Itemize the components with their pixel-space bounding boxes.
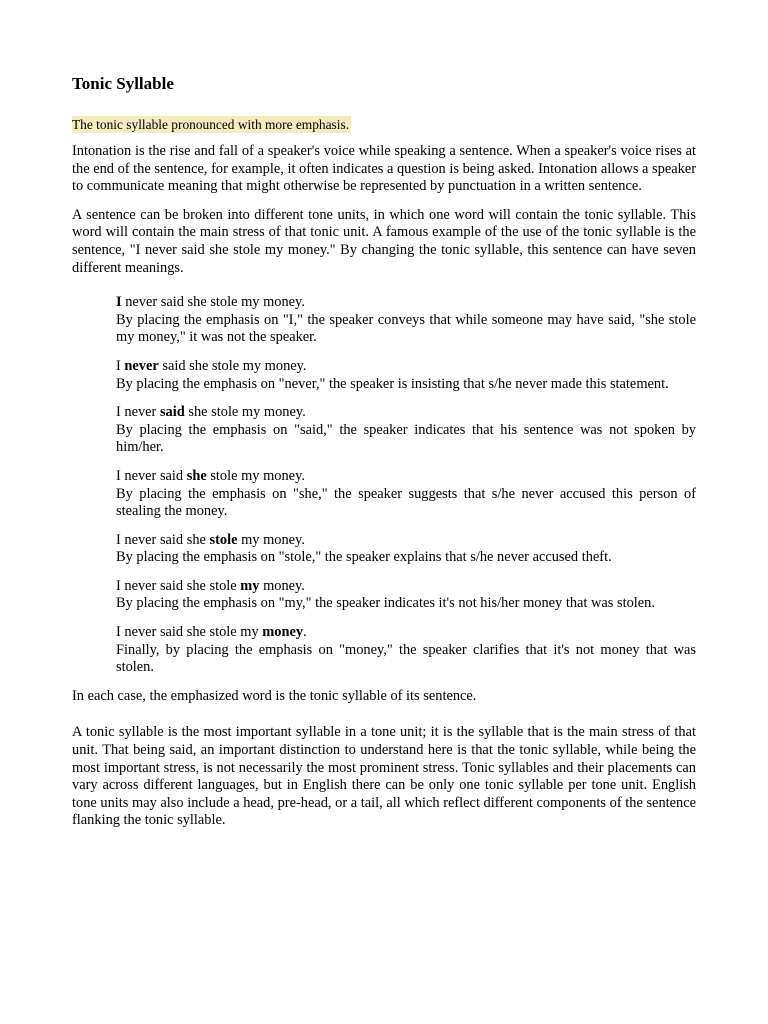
example-list [116,294,696,677]
example-explanation: By placing the emphasis on "I," the speaker conveys that while someone may have said, "she stole my money," it was not the speaker. [116,311,696,346]
example-sentence [116,468,696,486]
sentence-after: she stole my money. [184,404,306,421]
sentence-before: I never said she [116,531,210,548]
sentence-before: I [116,357,125,374]
emphasized-word: she [186,467,207,484]
example-explanation: By placing the emphasis on "she," the speaker suggests that s/he never accused this person of stealing the money. [116,485,696,520]
example-item [116,294,696,347]
example-sentence [116,624,696,642]
example-item [116,404,696,457]
page-title: Tonic Syllable [72,74,174,93]
intro-paragraph-2: A sentence can be broken into different tone units, in which one word will contain the tonic syllable. This word will contain the main stress of that tonic unit. A famous example of the use of the tonic syllable is the sentence, "I never said she stole my money." By changing the tonic syllable, this sentence can have seven different meanings. [72,206,696,276]
sentence-after: never said she stole my money. [121,294,305,311]
summary-paragraph: In each case, the emphasized word is the tonic syllable of its sentence. [72,687,477,704]
emphasized-word: I [116,294,122,311]
emphasized-word: my [240,577,260,594]
example-sentence [116,294,696,312]
emphasized-word: never [124,357,159,374]
intro-paragraph-1: Intonation is the rise and fall of a speaker's voice while speaking a sentence. When a speaker's voice rises at the end of the sentence, for example, it often indicates a question is being asked. Intonation allows a speaker to communicate meaning that might otherwise be represented by punctuation in a written sentence. [72,143,696,195]
sentence-after: money. [259,577,305,594]
example-item [116,578,696,613]
example-sentence [116,532,696,550]
example-sentence [116,404,696,422]
example-sentence [116,358,696,376]
highlighted-caption: The tonic syllable pronounced with more emphasis. [72,117,350,132]
example-item [116,358,696,393]
sentence-after: my money. [237,531,305,548]
closing-paragraph: A tonic syllable is the most important syllable in a tone unit; it is the syllable that is the main stress of that unit. That being said, an important distinction to understand here is that the tonic syllable, while being the most important stress, is not necessarily the most prominent stress. Tonic syllables and their placements can vary across different languages, but in English there can be only one tonic syllable per tone unit. English tone units may also include a head, pre-head, or a tail, all which reflect different components of the sentence flanking the tonic syllable. [72,724,696,829]
emphasized-word: stole [209,531,238,548]
example-item [116,624,696,677]
example-explanation: By placing the emphasis on "said," the speaker indicates that his sentence was not spoken by him/her. [116,421,696,456]
caption-row [72,116,696,143]
emphasized-word: money [262,624,304,641]
sentence-after: said she stole my money. [158,357,307,374]
sentence-before: I never [116,404,160,421]
example-item [116,468,696,521]
example-explanation: By placing the emphasis on "my," the speaker indicates it's not his/her money that was stolen. [116,595,655,612]
example-explanation: Finally, by placing the emphasis on "money," the speaker clarifies that it's not money that was stolen. [116,641,696,676]
example-explanation: By placing the emphasis on "never," the speaker is insisting that s/he never made this statement. [116,375,669,392]
sentence-before: I never said she stole [116,577,241,594]
example-sentence [116,578,696,596]
sentence-before: I never said [116,467,187,484]
sentence-before: I never said she stole my [116,624,263,641]
example-explanation: By placing the emphasis on "stole," the speaker explains that s/he never accused theft. [116,549,612,566]
example-item [116,532,696,567]
sentence-after: stole my money. [206,467,305,484]
sentence-after: . [303,624,307,641]
emphasized-word: said [159,404,185,421]
